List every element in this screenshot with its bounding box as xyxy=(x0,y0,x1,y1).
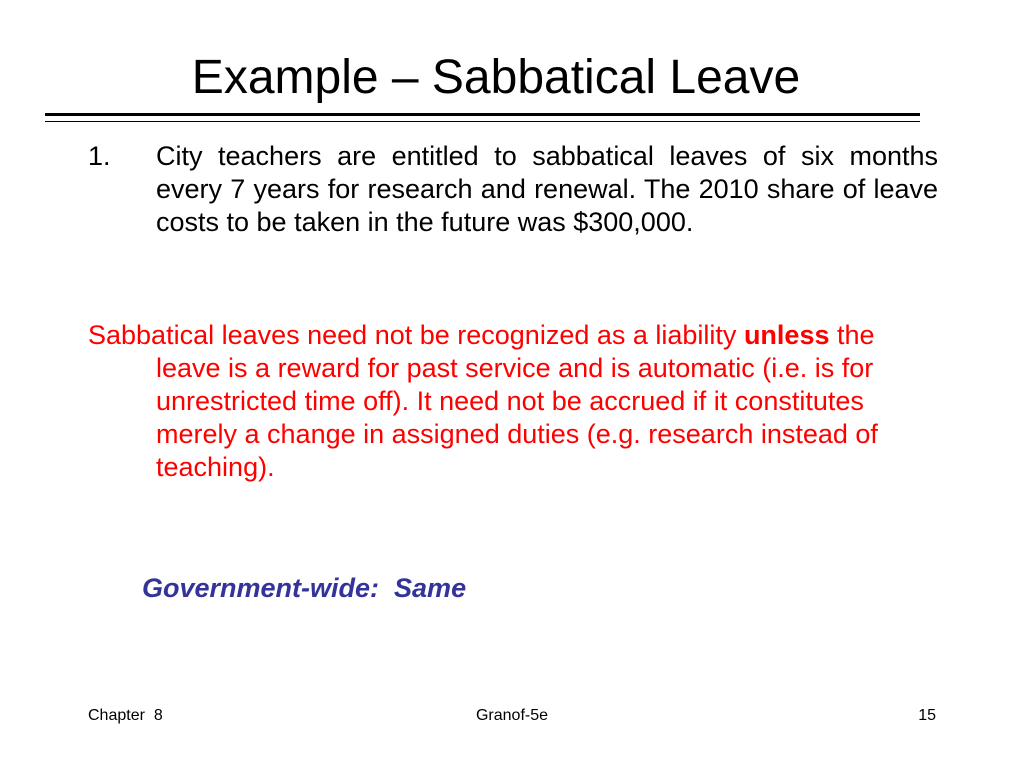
title-underline-thick xyxy=(45,113,920,116)
title-underline-thin xyxy=(45,121,920,122)
item-text: City teachers are entitled to sabbatical leaves of six months every 7 years for research and renewal. The 2010 share of leave costs to be taken in the future was $300,000. xyxy=(156,141,938,237)
note-text-part2: the leave is a reward for past service and is automatic (i.e. is for unrestricted time off). It need not be accrued if it constitutes merely a change in assigned duties (e.g. research instead of teaching). xyxy=(156,320,878,482)
footer-page-number: 15 xyxy=(918,707,936,724)
numbered-item-1 xyxy=(88,140,938,239)
footer-source: Granof-5e xyxy=(475,707,549,724)
note-emphasis-unless: unless xyxy=(743,320,830,350)
slide-title: Example – Sabbatical Leave xyxy=(191,51,801,104)
item-number: 1. xyxy=(88,141,111,171)
government-wide-note: Government-wide: Same xyxy=(142,573,467,603)
sabbatical-liability-note xyxy=(88,319,938,484)
note-text-part1: Sabbatical leaves need not be recognized as a liability xyxy=(88,320,744,350)
footer-chapter: Chapter 8 xyxy=(88,707,163,724)
